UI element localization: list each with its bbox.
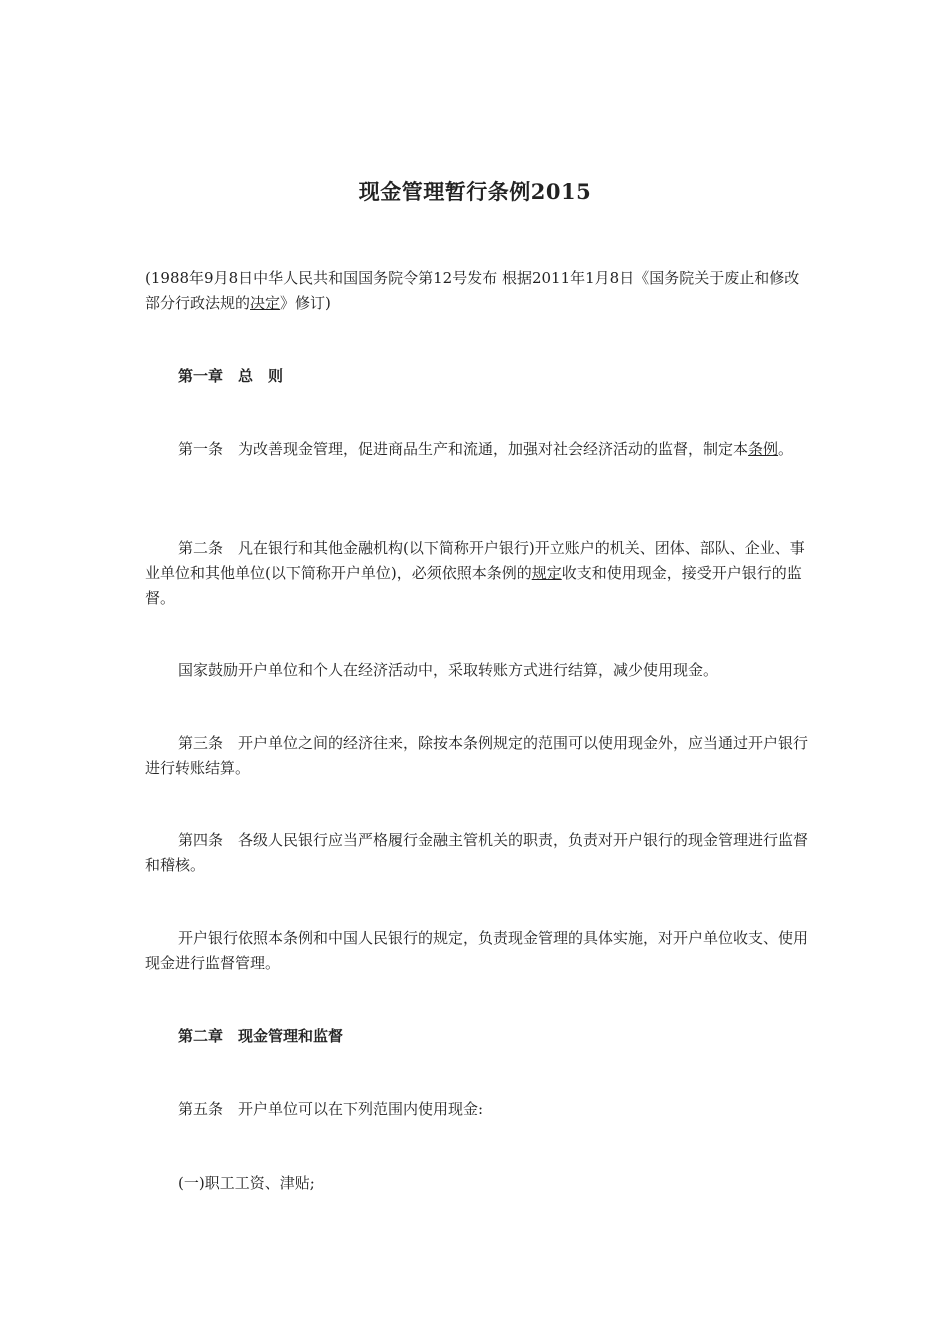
article-5: 第五条 开户单位可以在下列范围内使用现金:	[178, 1100, 484, 1118]
bank-paragraph: 开户银行依照本条例和中国人民银行的规定，负责现金管理的具体实施，对开户单位收支、使用现金进行监督管理。	[145, 929, 809, 972]
preamble	[145, 266, 810, 316]
article-2	[145, 536, 810, 611]
preamble-text-end: 》修订)	[280, 294, 331, 312]
article-1	[145, 437, 810, 462]
article-1-link[interactable]: 条例	[748, 440, 779, 458]
encourage-paragraph: 国家鼓励开户单位和个人在经济活动中，采取转账方式进行结算，减少使用现金。	[178, 661, 719, 679]
document-title: 现金管理暂行条例2015	[358, 179, 592, 204]
list-item-1: (一)职工工资、津贴;	[178, 1174, 315, 1192]
article-2-text-end: 收支和使用现金，接受开户银行的监督。	[145, 564, 802, 607]
article-1-text-end: 。	[778, 440, 794, 458]
article-1-text: 第一条 为改善现金管理，促进商品生产和流通，加强对社会经济活动的监督，制定本	[178, 440, 749, 458]
article-2-text: 第二条 凡在银行和其他金融机构(以下简称开户银行)开立账户的机关、团体、部队、企业、事业单位和其他单位(以下简称开户单位)，必须依照本条例的	[145, 539, 805, 582]
chapter-1-heading: 第一章 总 则	[178, 367, 284, 385]
article-2-link[interactable]: 规定	[531, 564, 562, 582]
preamble-link[interactable]: 决定	[250, 294, 281, 312]
chapter-2-heading: 第二章 现金管理和监督	[178, 1027, 344, 1045]
article-4: 第四条 各级人民银行应当严格履行金融主管机关的职责，负责对开户银行的现金管理进行监督和稽核。	[145, 831, 809, 874]
article-3: 第三条 开户单位之间的经济往来，除按本条例规定的范围可以使用现金外，应当通过开户银行进行转账结算。	[145, 734, 809, 777]
preamble-text: (1988年9月8日中华人民共和国国务院令第12号发布 根据2011年1月8日《国务院关于废止和修改部分行政法规的	[145, 269, 800, 312]
